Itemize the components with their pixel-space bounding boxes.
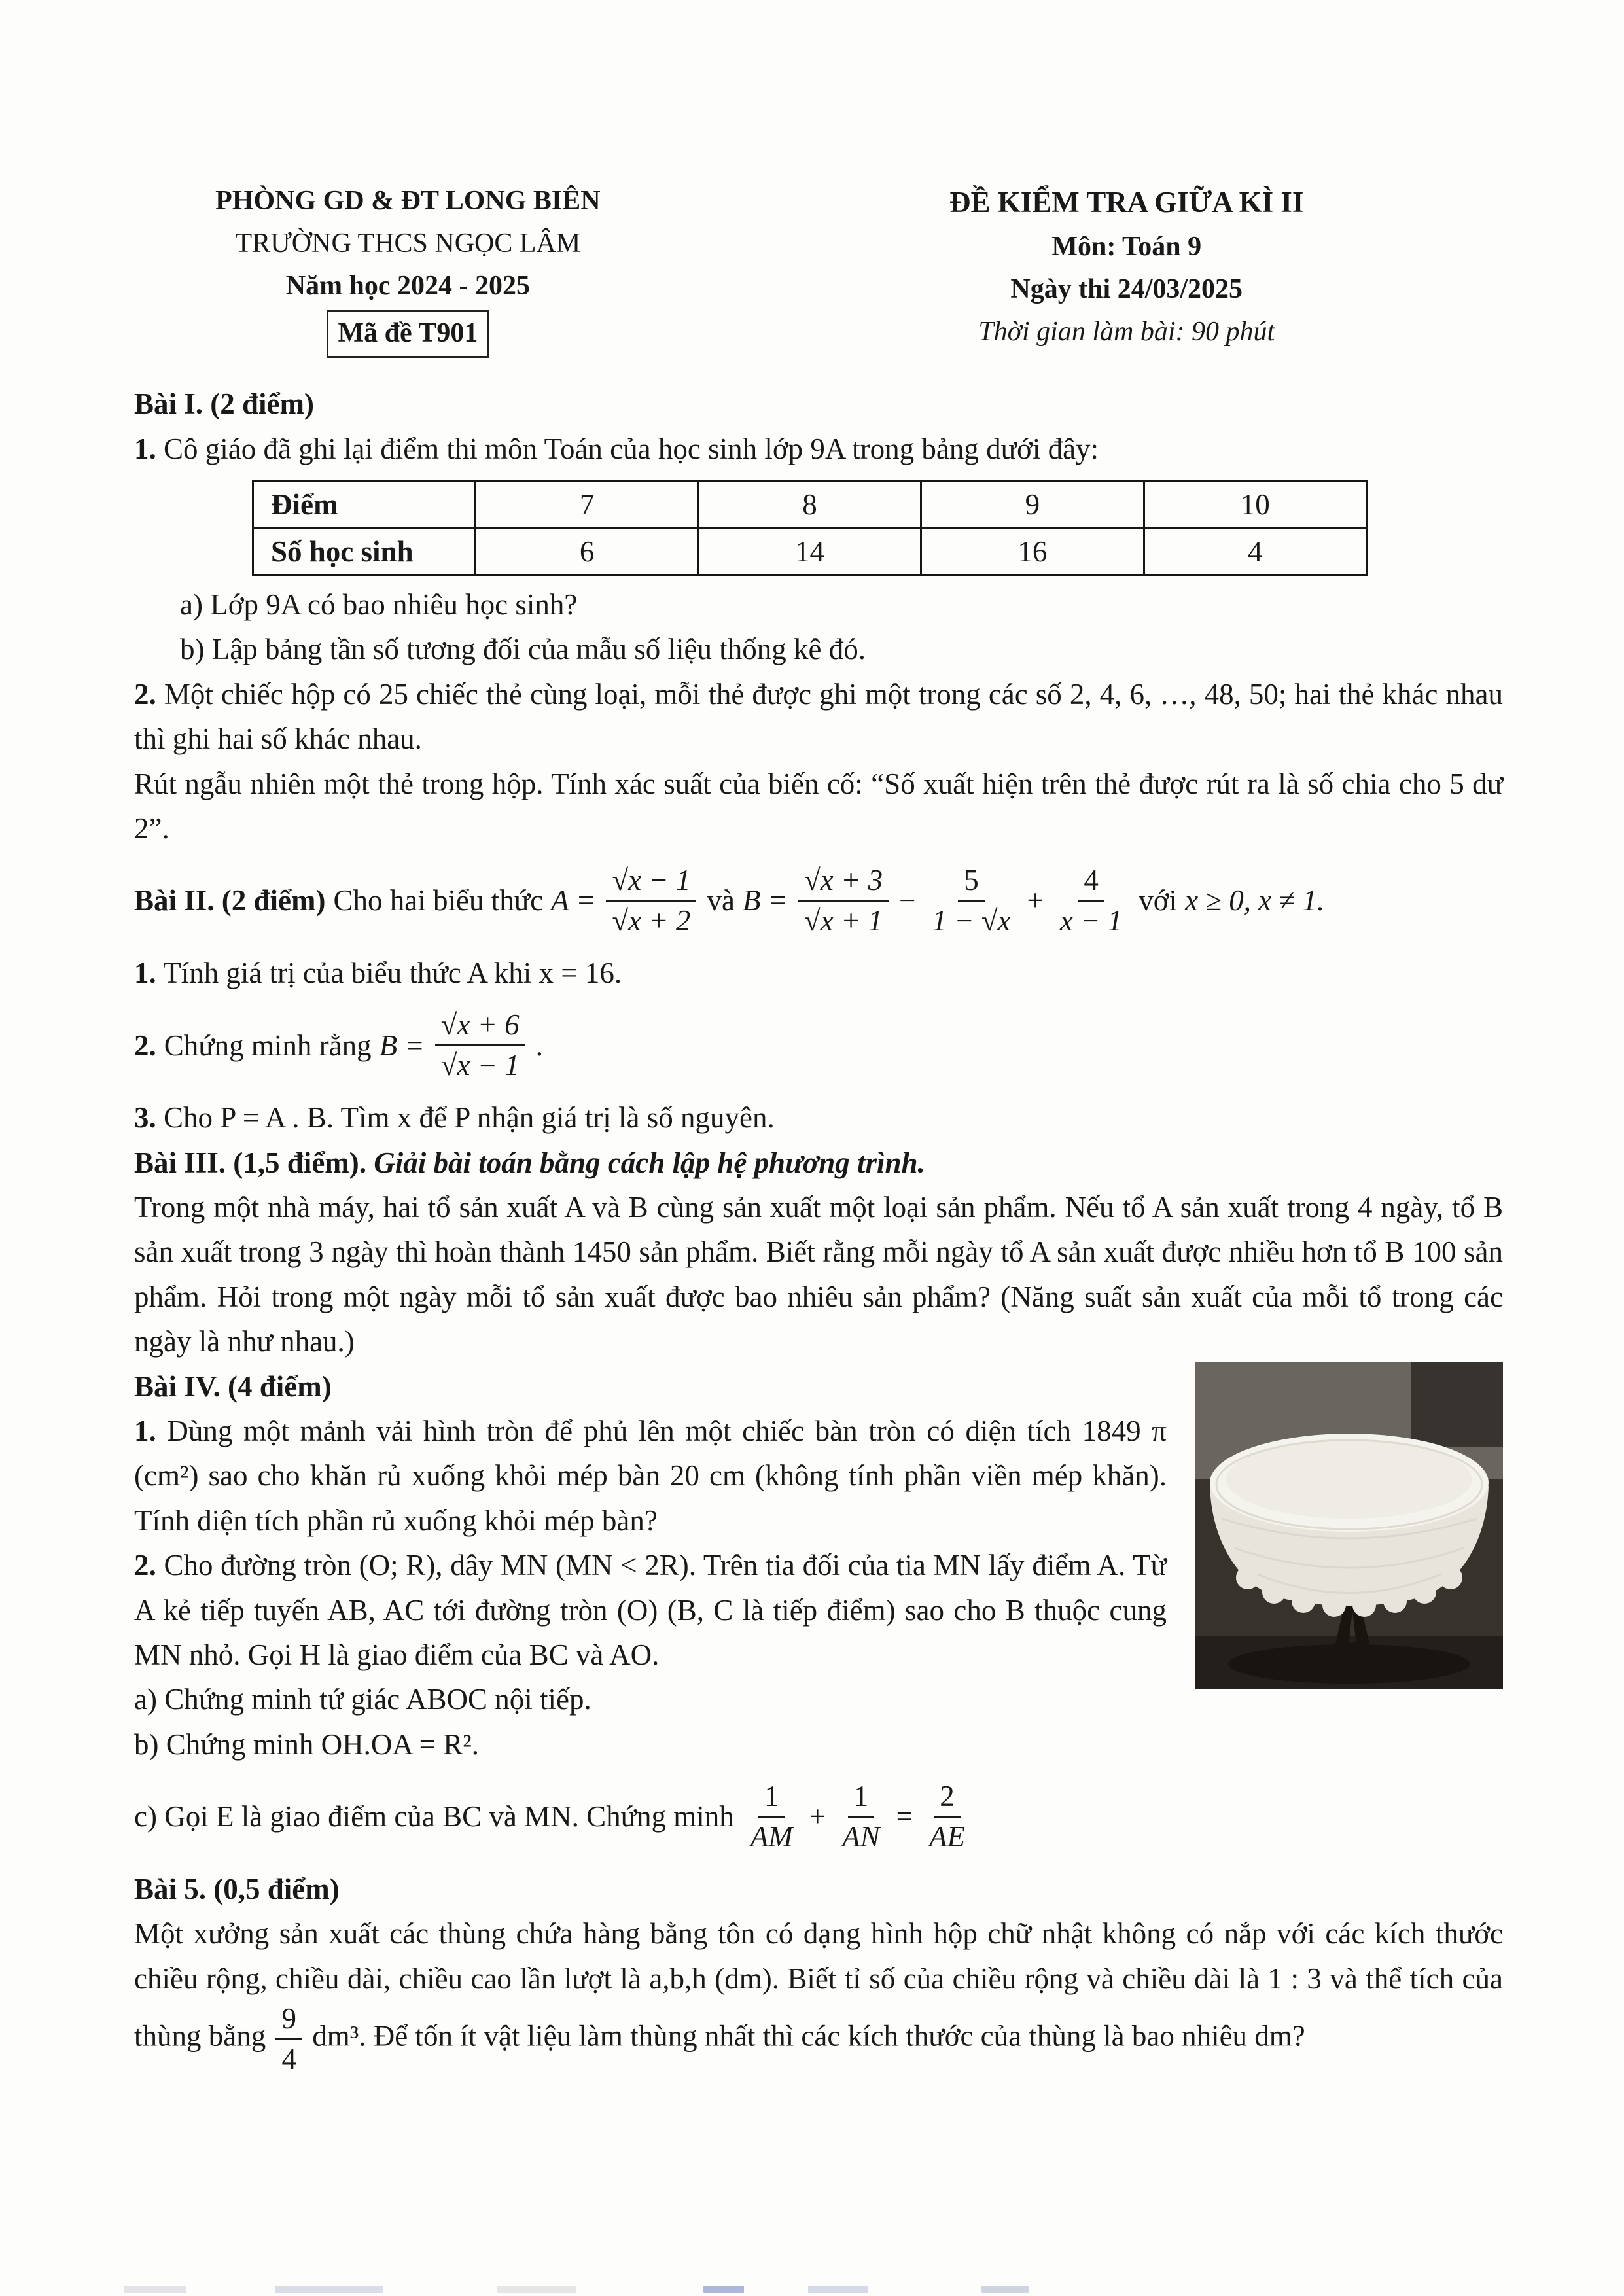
fraction-numerator: √x − 1 <box>606 862 696 902</box>
bai4-item-b: b) Chứng minh OH.OA = R². <box>134 1727 480 1761</box>
fraction-b1 <box>798 862 889 939</box>
fraction-numerator: 4 <box>1078 862 1104 902</box>
fraction-numerator: √x + 6 <box>435 1007 525 1046</box>
fraction-denominator: √x + 1 <box>804 904 883 938</box>
fraction-numerator: 5 <box>958 862 985 902</box>
section-bai-1 <box>134 381 1503 851</box>
scan-artifact <box>703 2286 744 2293</box>
fraction-denominator: 1 − √x <box>932 904 1011 938</box>
bai3-title: Bài III. (1,5 điểm). <box>134 1146 367 1179</box>
bai2-b-lhs: B = <box>742 884 788 917</box>
header-right <box>750 180 1503 358</box>
fraction-denominator: x − 1 <box>1059 904 1123 938</box>
fraction-b-result <box>435 1007 525 1084</box>
fraction-9-4 <box>275 2001 302 2077</box>
fraction-denominator: √x + 2 <box>612 904 691 938</box>
bai2-question-3 <box>134 1095 1503 1140</box>
exam-date: Ngày thi 24/03/2025 <box>1010 274 1243 304</box>
bai2-title: Bài II. (2 điểm) <box>134 884 326 917</box>
bai1-q1-text: Cô giáo đã ghi lại điểm thi môn Toán của học sinh lớp 9A trong bảng dưới đây: <box>164 432 1099 465</box>
bai2-q1-text: Tính giá trị của biểu thức A khi x = 16. <box>163 957 622 990</box>
fraction-numerator: 1 <box>758 1778 785 1818</box>
department-name: PHÒNG GD & ĐT LONG BIÊN <box>215 186 601 216</box>
exam-code-row <box>134 308 682 358</box>
bai2-q2-period: . <box>535 1029 544 1062</box>
exam-title: ĐỀ KIỂM TRA GIỮA KÌ II <box>949 186 1304 219</box>
bai2-q2-pre: Chứng minh rằng <box>164 1029 372 1062</box>
scan-artifact <box>497 2286 576 2293</box>
scan-artifact-strip <box>0 2286 1624 2294</box>
bai2-definition-line <box>134 862 1503 939</box>
exam-subject: Môn: Toán 9 <box>1051 231 1202 262</box>
bai4-q1-label: 1. <box>134 1414 156 1447</box>
bai2-question-2-line <box>134 1007 1503 1084</box>
bai1-q2-note: Rút ngẫu nhiên một thẻ trong hộp. Tính xác suất của biến cố: “Số xuất hiện trên thẻ được rút ra là số chia cho 5 dư 2”. <box>134 767 1503 845</box>
fraction-2-ae <box>923 1778 971 1855</box>
bai5-paragraph <box>134 1911 1503 2077</box>
fraction-denominator: AE <box>929 1820 966 1853</box>
tablecloth-photo <box>1195 1362 1503 1689</box>
table-cell: 10 <box>1144 482 1366 528</box>
bai2-q1-label: 1. <box>134 957 156 990</box>
plus-operator: + <box>1027 884 1044 917</box>
bai2-q2-label: 2. <box>134 1029 156 1062</box>
bai2-cond-pre: với <box>1139 884 1178 917</box>
bai2-question-1 <box>134 951 1503 995</box>
scan-artifact <box>275 2286 383 2293</box>
bai2-intro: Cho hai biểu thức <box>333 884 544 917</box>
bai1-q2-text: Một chiếc hộp có 25 chiếc thẻ cùng loại, mỗi thẻ được ghi một trong các số 2, 4, 6, …, 48, 50; hai thẻ khác nhau thì ghi hai số khác nhau. <box>134 677 1503 756</box>
bai4-q2-text: Cho đường tròn (O; R), dây MN (MN < 2R). Trên tia đối của tia MN lấy điểm A. Từ A kẻ tiếp tuyến AB, AC tới đường tròn (O) (B, C là tiếp điểm) sao cho B thuộc cung MN nhỏ. Gọi H là giao điểm của BC và AO. <box>134 1549 1167 1671</box>
bai2-q2-lhs: B = <box>379 1029 425 1062</box>
table-cell: 16 <box>921 528 1144 574</box>
bai4-item-a: a) Chứng minh tứ giác ABOC nội tiếp. <box>134 1683 591 1716</box>
table-cell: 14 <box>698 528 921 574</box>
bai5-text-1: Một xưởng sản xuất các thùng chứa hàng bằng tôn có dạng hình hộp chữ nhật không có nắp với các kích thước chiều rộng, chiều dài, chiều cao lần lượt là a,b,h (dm). Biết tỉ số của chiều rộng và chiều dài là 1 : 3 và thể tích của thùng bằng <box>134 1917 1503 2053</box>
bai2-a-lhs: A = <box>551 884 596 917</box>
bai4-q1-text: Dùng một mảnh vải hình tròn để phủ lên một chiếc bàn tròn có diện tích 1849 π (cm²) sao cho khăn rủ xuống khỏi mép bàn 20 cm (không tính phần viền mép khăn). Tính diện tích phần rủ xuống khỏi mép bàn? <box>134 1414 1167 1537</box>
bai3-body: Trong một nhà máy, hai tổ sản xuất A và B cùng sản xuất một loại sản phẩm. Nếu tổ A sản xuất trong 4 ngày, tổ B sản xuất trong 3 ngày thì hoàn thành 1450 sản phẩm. Biết rằng mỗi ngày tổ A sản xuất được nhiều hơn tổ B 100 sản phẩm. Hỏi trong một ngày mỗi tổ sản xuất được bao nhiêu sản phẩm? (Năng suất sản xuất của mỗi tổ trong các ngày là như nhau.) <box>134 1191 1503 1358</box>
fraction-denominator: AM <box>750 1820 793 1853</box>
bai1-q2-label: 2. <box>134 677 156 711</box>
table-cell: 6 <box>476 528 698 574</box>
school-name: TRƯỜNG THCS NGỌC LÂM <box>235 228 581 259</box>
school-year: Năm học 2024 - 2025 <box>285 271 531 302</box>
section-bai-4 <box>134 1364 1503 1867</box>
fraction-numerator: 2 <box>934 1778 961 1818</box>
section-bai-2 <box>134 862 1503 1140</box>
scan-artifact <box>981 2286 1029 2293</box>
fraction-numerator: 1 <box>848 1778 875 1818</box>
bai1-q1-label: 1. <box>134 432 156 465</box>
bai4-item-c-line <box>134 1778 1503 1855</box>
bai1-title: Bài I. (2 điểm) <box>134 387 314 421</box>
bai2-q3-label: 3. <box>134 1101 156 1135</box>
section-bai-5 <box>134 1867 1503 2077</box>
score-table <box>252 480 1368 576</box>
fraction-1-an <box>836 1778 886 1855</box>
table-cell-rowhead: Số học sinh <box>253 528 476 574</box>
bai3-subtitle: Giải bài toán bằng cách lập hệ phương trình. <box>374 1146 925 1179</box>
bai3-title-line <box>134 1140 1503 1185</box>
header <box>134 180 1503 358</box>
fraction-1-am <box>745 1778 799 1855</box>
scan-artifact <box>808 2286 868 2293</box>
section-bai-3 <box>134 1140 1503 1364</box>
fraction-a <box>606 862 696 939</box>
fraction-numerator: 9 <box>275 2001 302 2040</box>
bai4-q2-label: 2. <box>134 1549 156 1582</box>
fraction-numerator: √x + 3 <box>798 862 889 902</box>
bai2-q3-text: Cho P = A . B. Tìm x để P nhận giá trị là số nguyên. <box>164 1101 775 1135</box>
bai2-connector: và <box>707 884 735 917</box>
fraction-denominator: 4 <box>281 2042 296 2075</box>
bai1-question-1 <box>134 427 1503 471</box>
fraction-denominator: √x − 1 <box>440 1049 520 1082</box>
exam-code-box: Mã đề T901 <box>327 310 489 358</box>
table-cell: 8 <box>698 482 921 528</box>
bai1-question-2 <box>134 672 1503 762</box>
table-cell: 7 <box>476 482 698 528</box>
table-cell-rowhead: Điểm <box>253 482 476 528</box>
page-content <box>134 180 1503 2077</box>
equals-operator: = <box>896 1800 913 1833</box>
minus-operator: − <box>899 884 916 917</box>
bai1-item-b: b) Lập bảng tần số tương đối của mẫu số liệu thống kê đó. <box>180 633 866 666</box>
bai1-item-a: a) Lớp 9A có bao nhiêu học sinh? <box>180 588 578 621</box>
fraction-denominator: AN <box>842 1820 880 1853</box>
fraction-b2 <box>926 862 1016 939</box>
bai4-item-c-pre: c) Gọi E là giao điểm của BC và MN. Chứng minh <box>134 1800 734 1833</box>
exam-duration: Thời gian làm bài: 90 phút <box>978 316 1275 347</box>
bai2-condition: x ≥ 0, x ≠ 1. <box>1185 884 1325 917</box>
table-cell: 4 <box>1144 528 1366 574</box>
scan-artifact <box>124 2286 186 2293</box>
fraction-b3 <box>1054 862 1128 939</box>
header-left <box>134 180 682 358</box>
table-row <box>253 528 1367 574</box>
table-row <box>253 482 1367 528</box>
tablecloth-photo-graphic <box>1195 1362 1503 1689</box>
plus-operator: + <box>809 1800 826 1833</box>
bai4-title: Bài IV. (4 điểm) <box>134 1369 332 1403</box>
bai5-title: Bài 5. (0,5 điểm) <box>134 1872 340 1905</box>
bai5-text-2: dm³. Để tốn ít vật liệu làm thùng nhất thì các kích thước của thùng là bao nhiêu dm? <box>312 2019 1305 2053</box>
table-cell: 9 <box>921 482 1144 528</box>
